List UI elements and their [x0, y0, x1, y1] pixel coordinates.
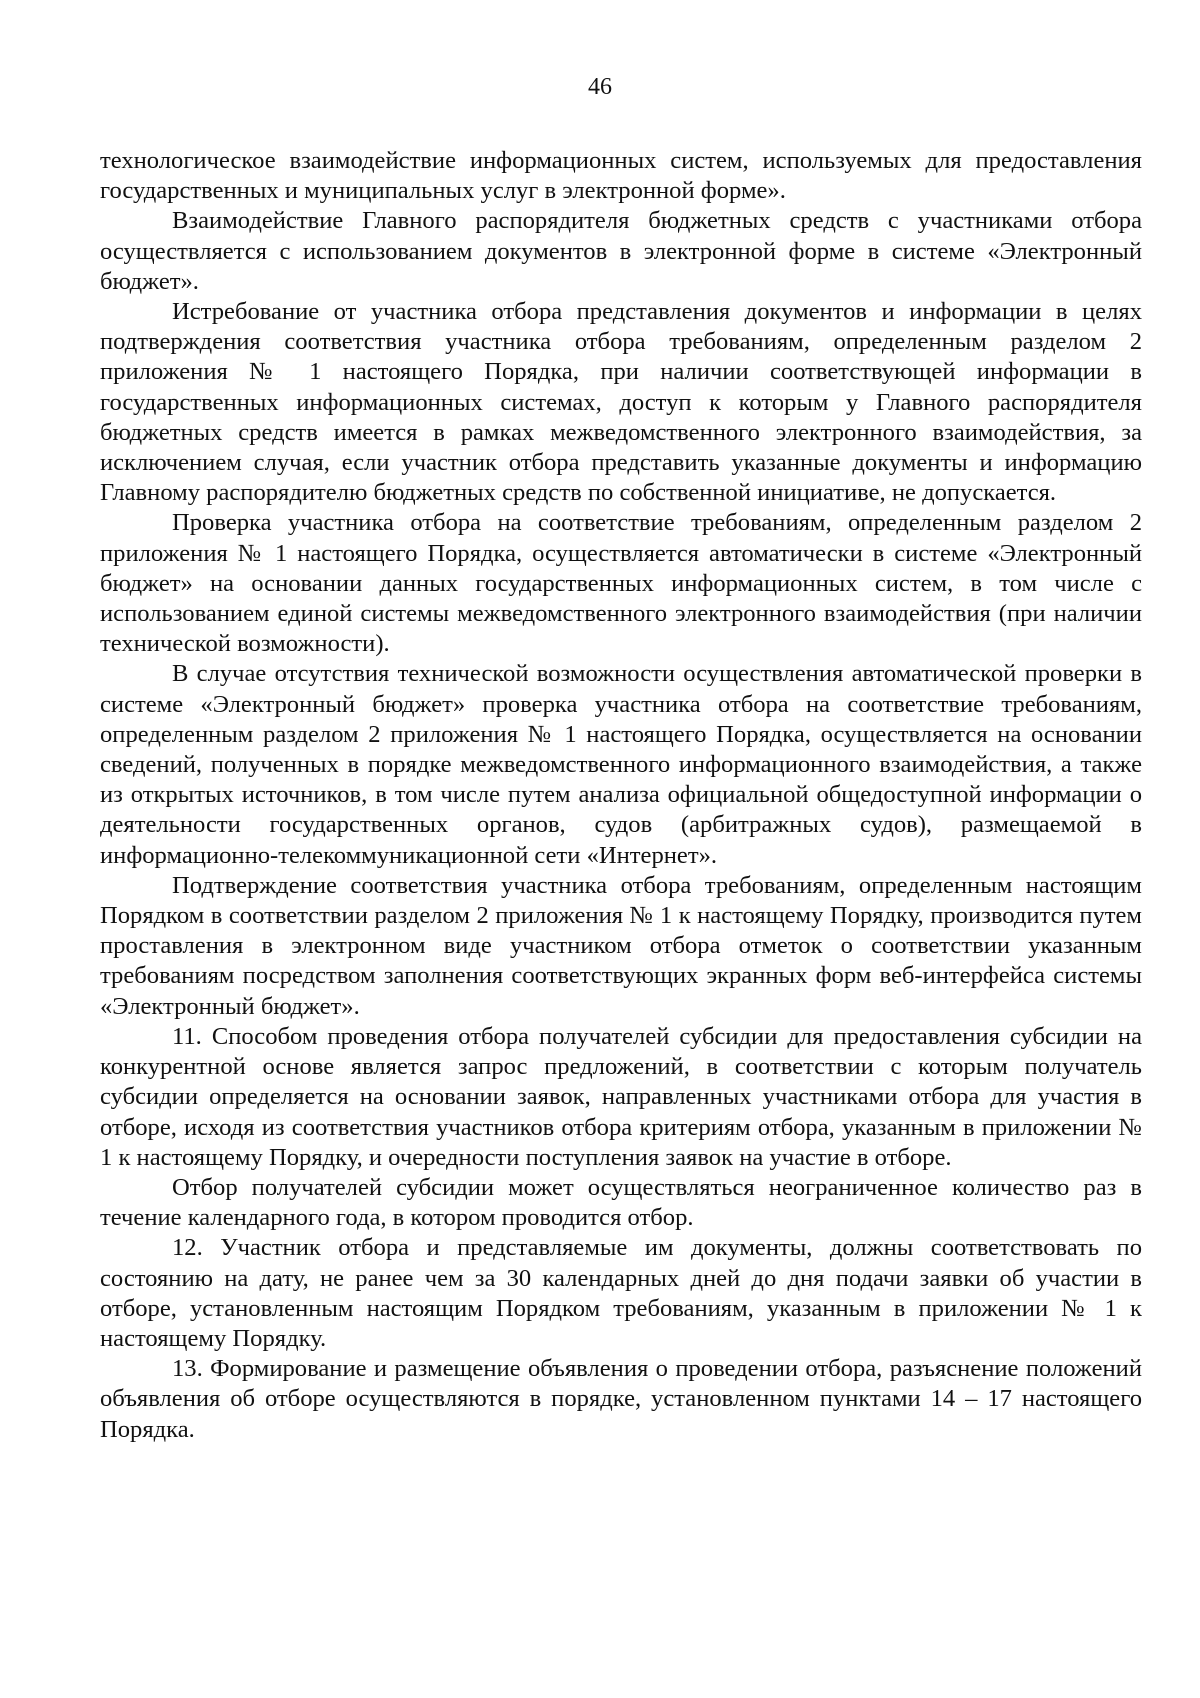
paragraph-document-request: Истребование от участника отбора представления документов и информации в целях подтверждения соответствия участника отбора требованиям, определенным разделом 2 приложения № 1 настоящего Порядка, при наличии соответствующей информации в государственных информационных системах, доступ к которым у Главного распорядителя бюджетных средств имеется в рамках межведомственного электронного взаимодействия, за исключением случая, если участник отбора представить указанные документы и информацию Главному распорядителю бюджетных средств по собственной инициативе, не допускается. — [100, 298, 1142, 507]
paragraph-automatic-check: Проверка участника отбора на соответствие требованиям, определенным разделом 2 приложения № 1 настоящего Порядка, осуществляется автоматически в системе «Электронный бюджет» на основании данных государственных информационных систем, в том числе с использованием единой системы межведомственного электронного взаимодействия (при наличии технической возможности). — [100, 509, 1142, 658]
page-number: 46 — [588, 74, 612, 100]
paragraph-selection-frequency: Отбор получателей субсидии может осуществляться неограниченное количество раз в течение календарного года, в котором проводится отбор. — [100, 1173, 1142, 1232]
paragraph-item-11: 11. Способом проведения отбора получателей субсидии для предоставления субсидии на конкурентной основе является запрос предложений, в соответствии с которым получатель субсидии определяется на основании заявок, направленных участниками отбора для участия в отборе, исходя из соответствия участников отбора критериям отбора, указанным в приложении № 1 к настоящему Порядку, и очередности поступления заявок на участие в отборе. — [100, 1022, 1142, 1171]
paragraph-item-12: 12. Участник отбора и представляемые им документы, должны соответствовать по состоянию на дату, не ранее чем за 30 календарных дней до дня подачи заявки об участии в отборе, установленным настоящим Порядком требованиям, указанным в приложении № 1 к настоящему Порядку. — [100, 1234, 1142, 1352]
paragraph-continuation: технологическое взаимодействие информационных систем, используемых для предоставления государственных и муниципальных услуг в электронной форме». — [100, 147, 1142, 205]
paragraph-manual-check: В случае отсутствия технической возможности осуществления автоматической проверки в системе «Электронный бюджет» проверка участника отбора на соответствие требованиям, определенным разделом 2 приложения № 1 настоящего Порядка, осуществляется на основании сведений, полученных в порядке межведомственного информационного взаимодействия, а также из открытых источников, в том числе путем анализа официальной общедоступной информации о деятельности государственных органов, судов (арбитражных судов), размещаемой в информационно-телекоммуникационной сети «Интернет». — [100, 660, 1142, 869]
document-body — [100, 146, 1142, 1445]
paragraph-confirmation: Подтверждение соответствия участника отбора требованиям, определенным настоящим Порядком в соответствии разделом 2 приложения № 1 к настоящему Порядку, производится путем проставления в электронном виде участником отбора отметок о соответствии указанным требованиям посредством заполнения соответствующих экранных форм веб-интерфейса системы «Электронный бюджет». — [100, 871, 1142, 1020]
paragraph-interaction: Взаимодействие Главного распорядителя бюджетных средств с участниками отбора осуществляется с использованием документов в электронной форме в системе «Электронный бюджет». — [100, 207, 1142, 295]
paragraph-item-13: 13. Формирование и размещение объявления о проведении отбора, разъяснение положений объявления об отборе осуществляются в порядке, установленном пунктами 14 – 17 настоящего Порядка. — [100, 1355, 1142, 1443]
